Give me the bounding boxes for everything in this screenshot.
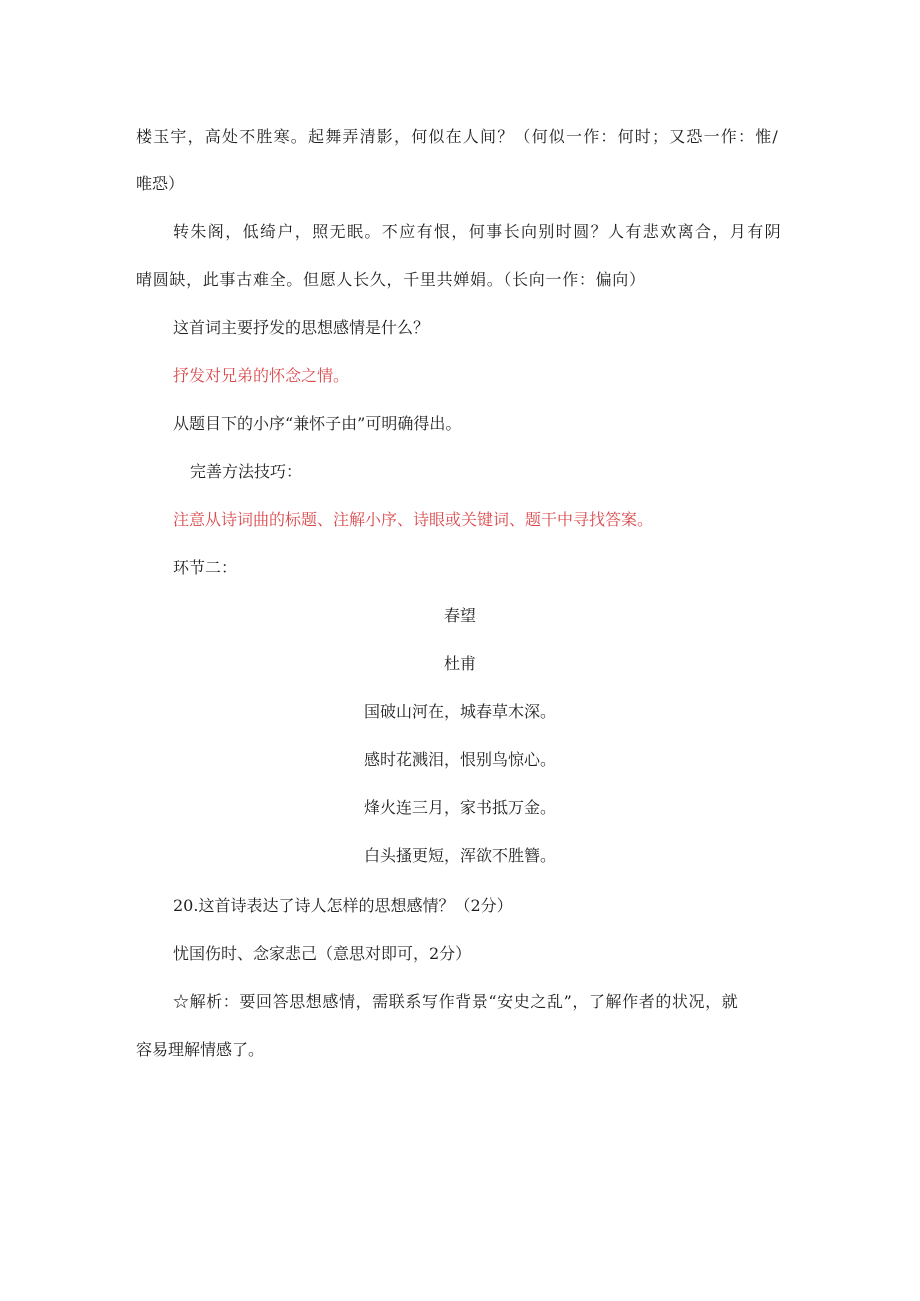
- poem2-line-4: 白头搔更短，浑欲不胜簪。: [363, 846, 556, 865]
- poem1-line-1: 楼玉宇，高处不胜寒。起舞弄清影，何似在人间？（何似一作：何时；又恐一作：惟/: [136, 127, 779, 146]
- poem1-line-4: 晴圆缺，此事古难全。但愿人长久，千里共婵娟。（长向一作：偏向）: [136, 270, 646, 289]
- poem2-line-2: 感时花溅泪，恨别鸟惊心。: [363, 750, 556, 769]
- analysis-line-1: ☆解析：要回答思想感情，需联系写作背景“安史之乱”，了解作者的状况，就: [173, 992, 739, 1011]
- poem2-line-3: 烽火连三月，家书抵万金。: [363, 798, 556, 817]
- question-20: 20.这首诗表达了诗人怎样的思想感情？（2分）: [173, 896, 513, 915]
- analysis-line-2: 容易理解情感了。: [136, 1040, 265, 1059]
- poem1-line-3: 转朱阁，低绮户，照无眠。不应有恨，何事长向别时圆？人有悲欢离合，月有阴: [173, 222, 783, 241]
- section-label: 环节二：: [173, 558, 238, 577]
- question-1: 这首词主要抒发的思想感情是什么？: [173, 318, 430, 337]
- poem2-line-1: 国破山河在，城春草木深。: [363, 702, 556, 721]
- answer-1: 抒发对兄弟的怀念之情。: [173, 366, 350, 385]
- answer-20: 忧国伤时、念家悲己（意思对即可，2分）: [173, 944, 472, 963]
- poem2-title: 春望: [443, 606, 476, 625]
- method-text: 注意从诗词曲的标题、注解小序、诗眼或关键词、题干中寻找答案。: [173, 510, 654, 529]
- method-heading: 完善方法技巧：: [190, 462, 303, 481]
- poem1-line-2: 唯恐）: [136, 174, 185, 193]
- explanation-1: 从题目下的小序“兼怀子由”可明确得出。: [173, 414, 462, 433]
- poem2-author: 杜甫: [443, 654, 476, 673]
